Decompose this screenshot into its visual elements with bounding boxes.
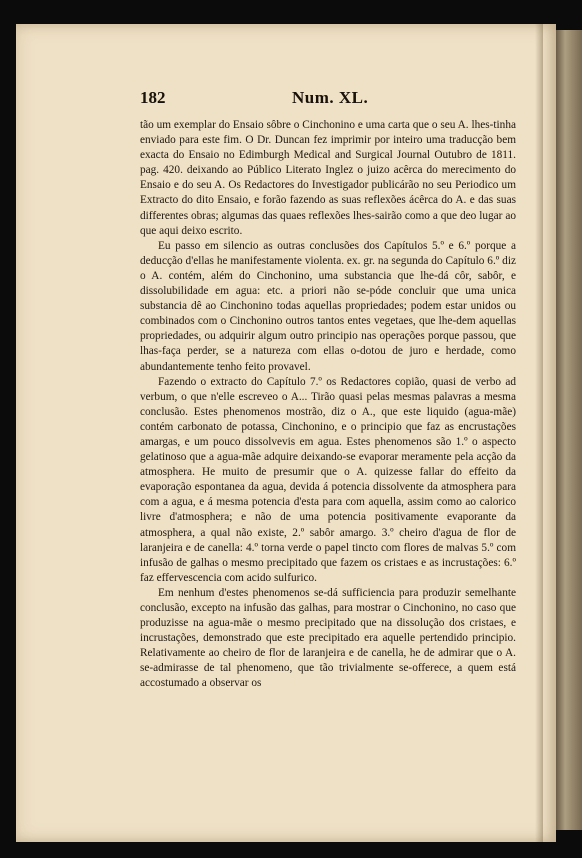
page-gutter-shadow (535, 24, 543, 842)
paragraph: tão um exemplar do Ensaio sôbre o Cinchonino e uma carta que o seu A. lhes-tinha enviado para este fim. O Dr. Duncan fez imprimir por inteiro uma traducção bem exacta do Ensaio no Edimburgh Medical and Surgical Journal Outubro de 1811. pag. 420. deixando ao Público Literato Inglez o juizo acêrca do merecimento do Ensaio e do seu A. Os Redactores do Investigador publicárão no seu Periodico um Extracto do dito Ensaio, e forão fazendo as suas reflexões ácêrca do A. e das suas differentes obras; algumas das quaes reflexões lhes-sairão como a que deo lugar ao que aqui deixo escrito. (140, 119, 516, 237)
paragraph: Em nenhum d'estes phenomenos se-dá sufficiencia para produzir semelhante conclusão, excepto na infusão das galhas, para mostrar o Cinchonino, no caso que produzisse na agua-mãe o mesmo precipitado que na dissolução dos cristaes, e incrustações, demonstrado que este precipitado era aquelle pertendido principio. Relativamente ao cheiro de flor de laranjeira e de canella, he de admirar que o A. se-admirasse de tal phenomeno, que tão trivialmente se-offerece, a quem está accostumado a observar os (140, 586, 516, 690)
page-header (140, 88, 520, 110)
paragraph: Eu passo em silencio as outras conclusões dos Capítulos 5.º e 6.º porque a deducção d'ellas he manifestamente violenta. ex. gr. na segunda do Capítulo 6.º diz o A. contém, além do Cinchonino, uma substancia que lhe-dá côr, sabôr, e dissolubilidade em agua: etc. a priori não se-póde concluir que uma unica substancia dê ao Cinchonino todas aquellas propriedades; podem estar unidos ou combinados com o Cinchonino outros tantos entes vegetaes, que lhe-dem aquellas propriedades, ou adquirir algum outro principio nas operações porque passou, que lhas-faça perder, se a natureza com ellas o-dotou de juro e herdade, como abundantemente tenho feito provavel. (140, 239, 516, 373)
book-edge (556, 30, 582, 830)
body-text (140, 118, 516, 692)
running-title: Num. XL. (292, 88, 369, 107)
page-number: 182 (140, 88, 166, 107)
paragraph: Fazendo o extracto do Capítulo 7.º os Redactores copião, quasi de verbo ad verbum, o que n'elle escreveo o A... Tirão quasi pelas mesmas palavras a mesma conclusão. Estes phenomenos mostrão, diz o A., que este liquido (agua-mãe) contém carbonato de potassa, Cinchonino, e o principio que faz as encrustações amargas, e um pouco dissolvevis em agua. Estes phenomenos são 1.º o aspecto gelatinoso que a agua-mãe adquire deixando-se evaporar meramente pela acção da atmosphera. He muito de presumir que o A. quizesse fallar do effeito da evaporação espontanea da agua, devida á potencia dissolvente da atmosphera para com a agua, e á mesma potencia d'esta para com aquella, assim como ao calorico livre d'atmosphera; e não de uma potencia positivamente evaporante da atmosphera, a qual não existe, 2.º sabôr amargo. 3.º cheiro d'agua de flor de laranjeira e de canella: 4.º torna verde o papel tincto com flores de malvas 5.º com infusão de galhas o mesmo precipitado que fazem os cristaes e as incrustações: 6.º faz effervescencia com acido sulfurico. (140, 375, 516, 584)
